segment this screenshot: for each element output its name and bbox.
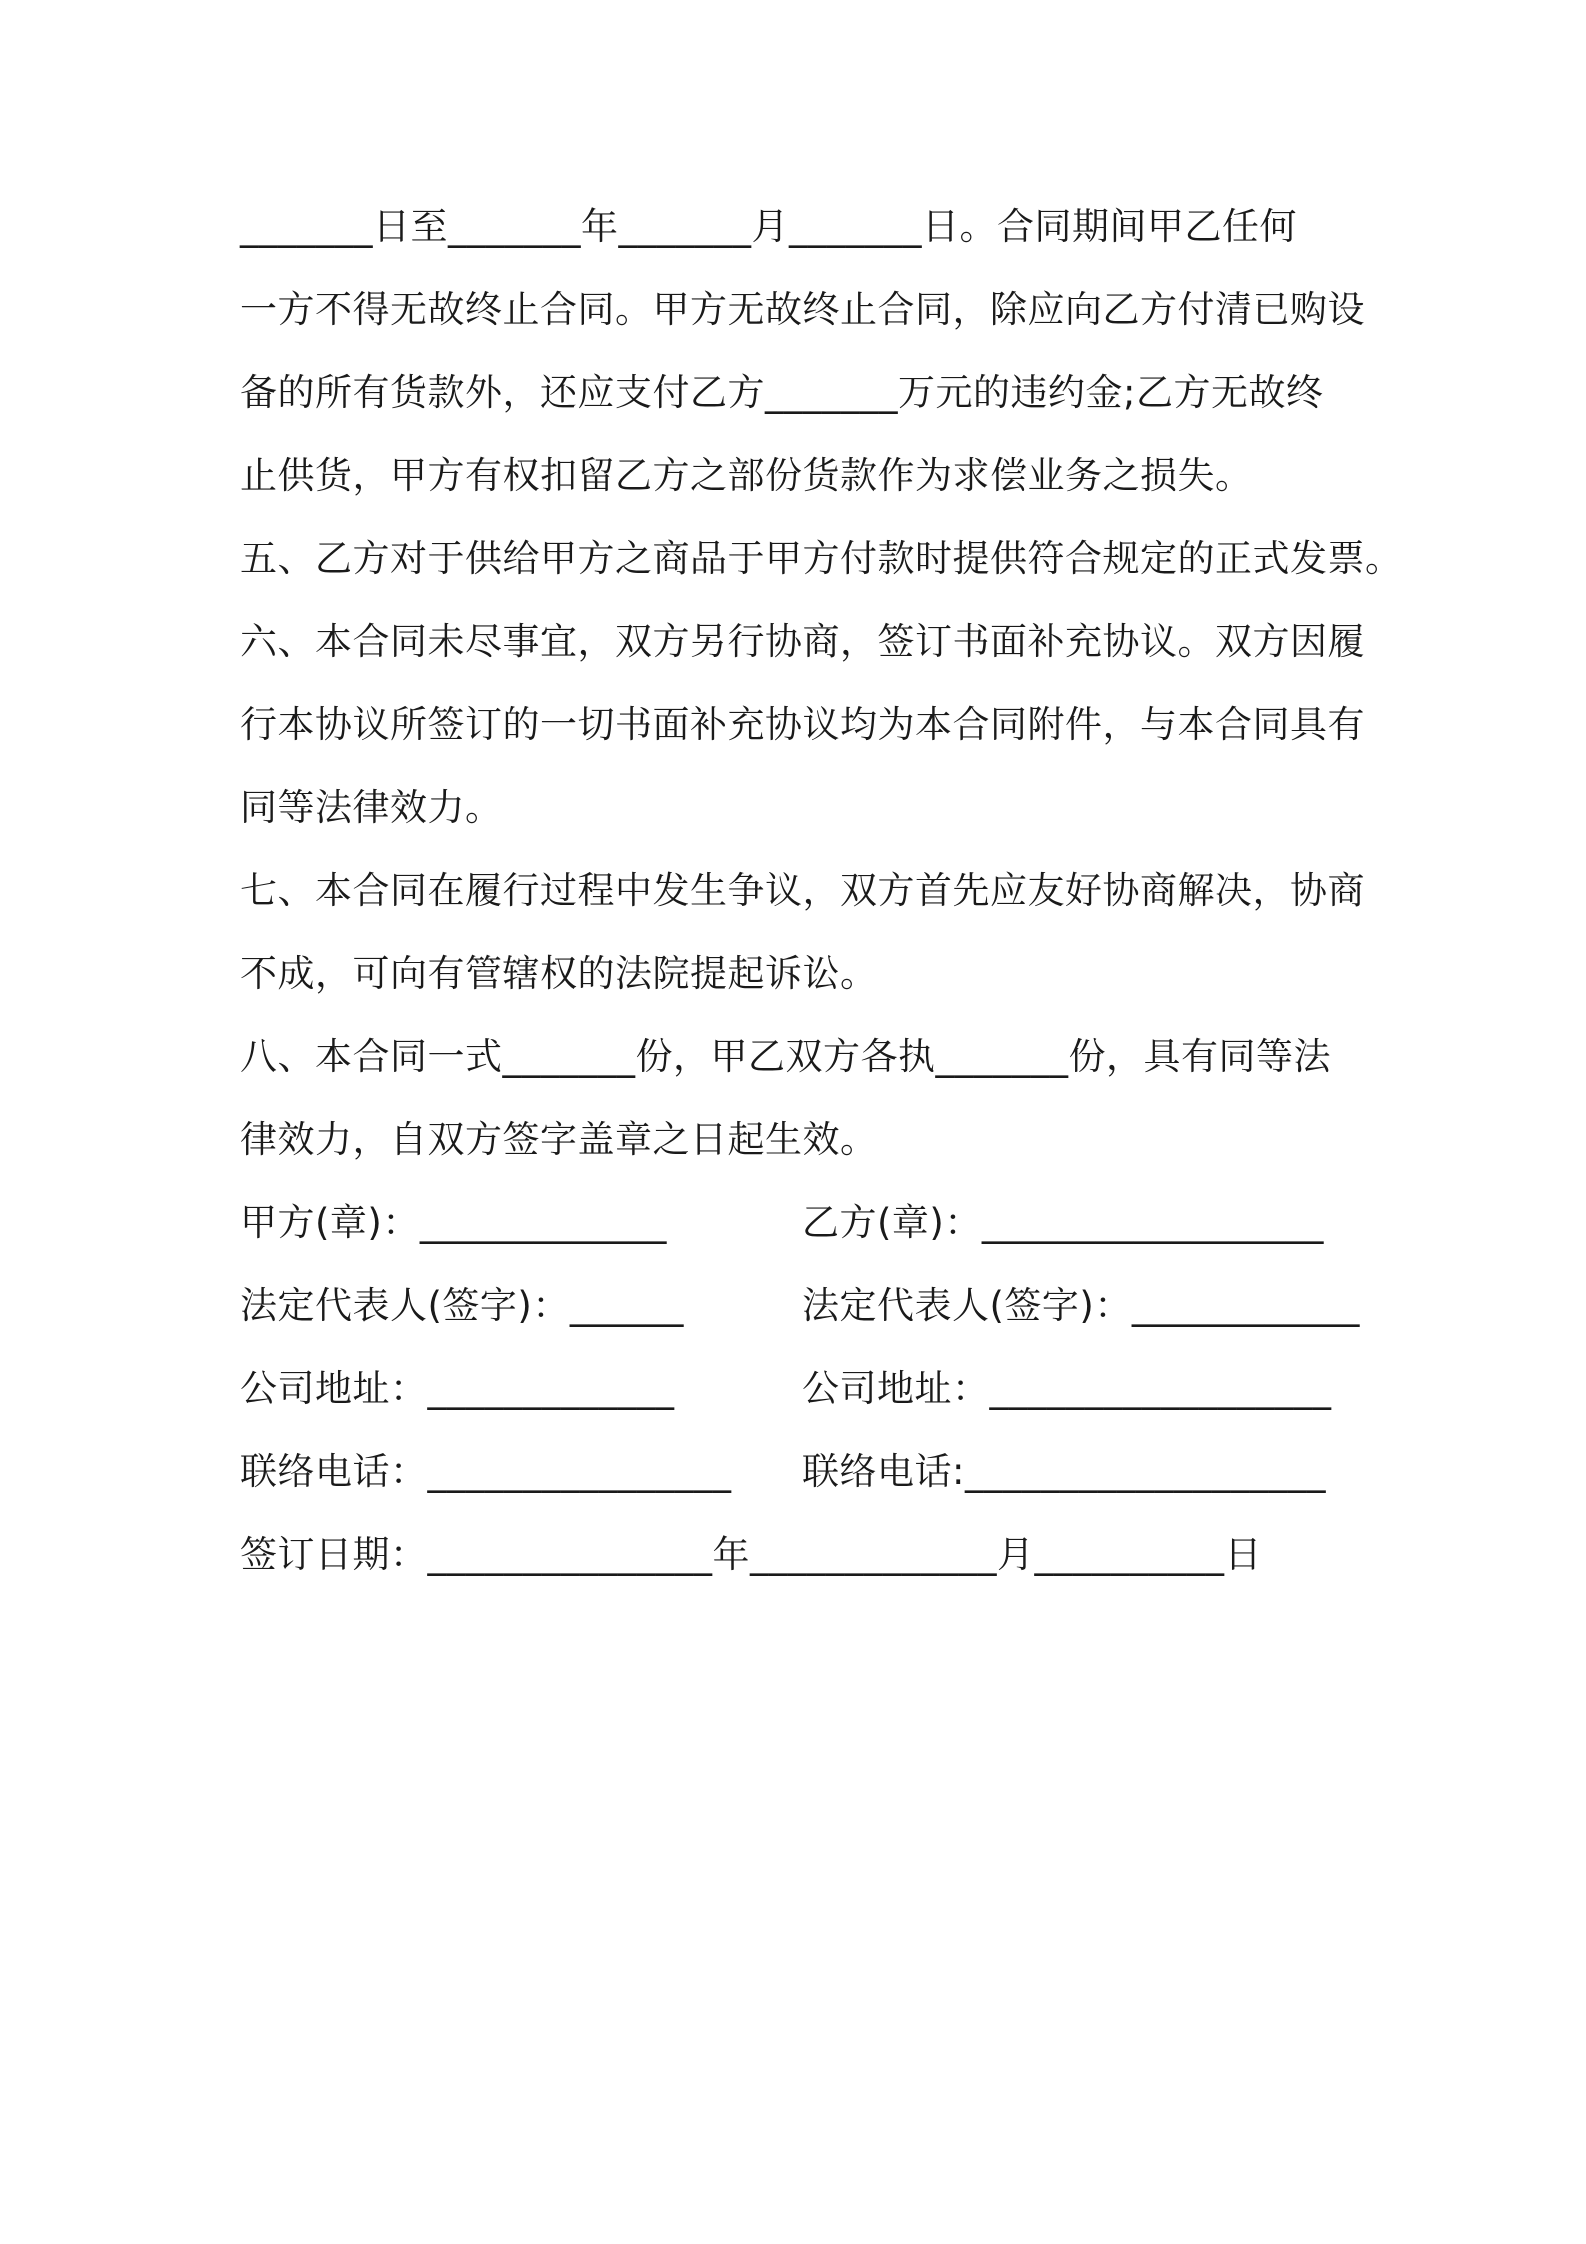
contract-line: 止供货，甲方有权扣留乙方之部份货款作为求偿业务之损失。 (240, 454, 1253, 497)
signing-date-field: 签订日期：_______________年_____________月__________日 (240, 1533, 1262, 1576)
contract-line: 不成，可向有管辖权的法院提起诉讼。 (240, 952, 878, 995)
signature-row-legal-rep (240, 1264, 1360, 1347)
contract-line: 备的所有货款外，还应支付乙方_______万元的违约金;乙方无故终 (240, 371, 1324, 414)
clause-7: 七、本合同在履行过程中发生争议，双方首先应友好协商解决，协商 (240, 869, 1365, 912)
party-a-legal-rep-field: 法定代表人(签字)：______ (240, 1284, 684, 1327)
signature-row-seal (240, 1181, 1360, 1264)
clause-5: 五、乙方对于供给甲方之商品于甲方付款时提供符合规定的正式发票。 (240, 537, 1403, 580)
contract-body (240, 185, 1403, 1596)
clause-6: 六、本合同未尽事宜，双方另行协商，签订书面补充协议。双方因履 (240, 620, 1365, 663)
party-b-seal-field: 乙方(章)：__________________ (802, 1201, 1324, 1244)
party-b-address-field: 公司地址：__________________ (802, 1367, 1332, 1410)
party-b-phone-field: 联络电话:___________________ (802, 1450, 1326, 1493)
contract-line: _______日至_______年_______月_______日。合同期间甲乙任何 (240, 205, 1297, 248)
party-b-legal-rep-field: 法定代表人(签字)：____________ (802, 1284, 1360, 1327)
signature-row-address (240, 1347, 1360, 1430)
contract-line: 律效力，自双方签字盖章之日起生效。 (240, 1118, 878, 1161)
party-a-phone-field: 联络电话：________________ (240, 1450, 732, 1493)
signature-row-phone (240, 1430, 1360, 1513)
clause-8: 八、本合同一式_______份，甲乙双方各执_______份，具有同等法 (240, 1035, 1331, 1078)
contract-line: 一方不得无故终止合同。甲方无故终止合同，除应向乙方付清已购设 (240, 288, 1365, 331)
contract-line: 同等法律效力。 (240, 786, 503, 829)
party-a-seal-field: 甲方(章)：_____________ (240, 1201, 667, 1244)
contract-line: 行本协议所签订的一切书面补充协议均为本合同附件，与本合同具有 (240, 703, 1365, 746)
party-a-address-field: 公司地址：_____________ (240, 1367, 675, 1410)
